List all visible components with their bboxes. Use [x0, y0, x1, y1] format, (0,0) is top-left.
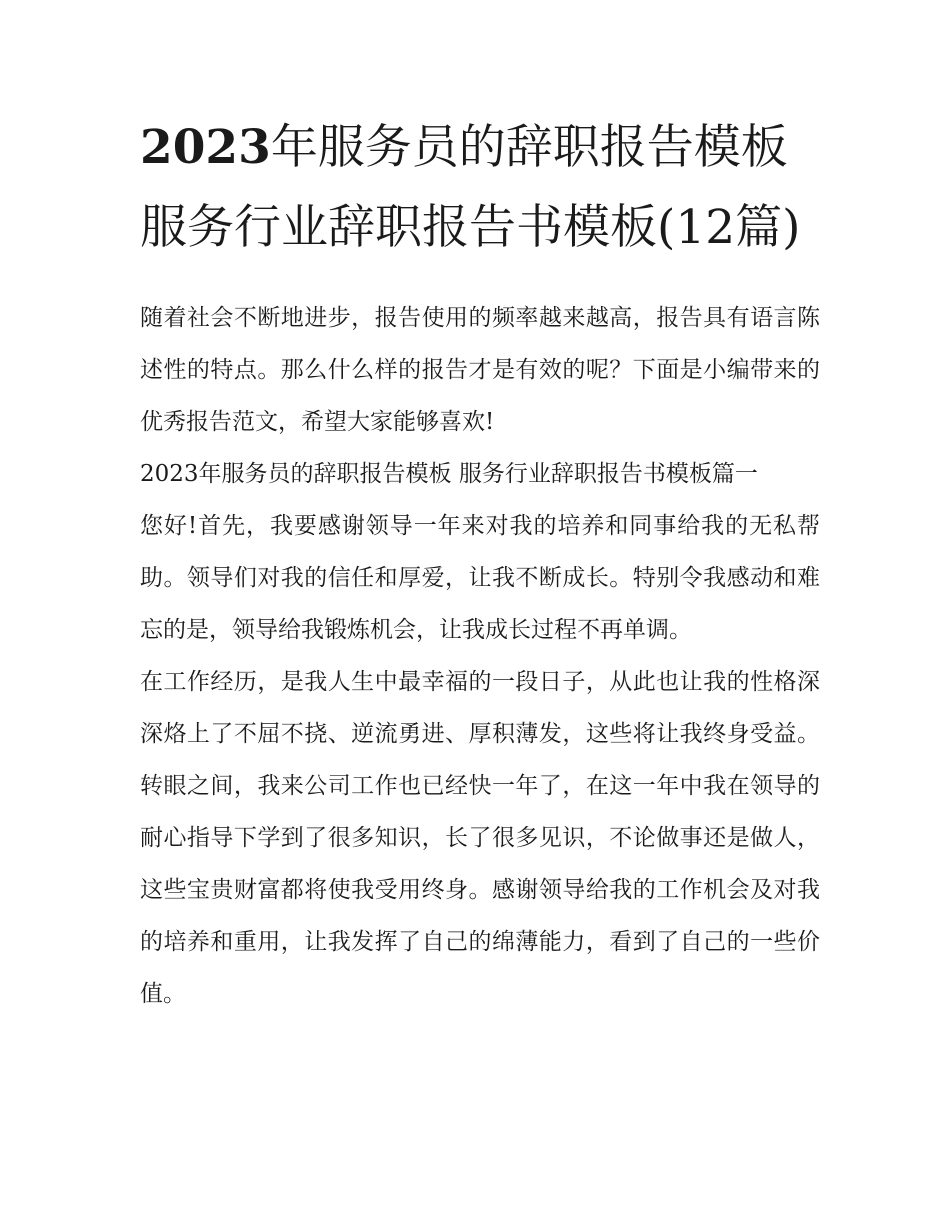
- body-paragraph: 在工作经历，是我人生中最幸福的一段日子，从此也让我的性格深深烙上了不屈不挠、逆流勇进、厚积薄发，这些将让我终身受益。转眼之间，我来公司工作也已经快一年了，在这一年中我在领导的耐心指导下学到了很多知识，长了很多见识，不论做事还是做人，这些宝贵财富都将使我受用终身。感谢领导给我的工作机会及对我的培养和重用，让我发挥了自己的绵薄能力，看到了自己的一些价值。: [140, 669, 820, 1007]
- title-text: 年服务员的辞职报告模板 服务行业辞职报告书模板(12篇): [140, 120, 801, 255]
- document-title: [140, 108, 820, 268]
- section-heading: 2023年服务员的辞职报告模板 服务行业辞职报告书模板篇一: [140, 461, 758, 487]
- body-paragraph: 您好!首先，我要感谢领导一年来对我的培养和同事给我的无私帮助。领导们对我的信任和厚爱，让我不断成长。特别令我感动和难忘的是，领导给我锻炼机会，让我成长过程不再单调。: [140, 513, 820, 643]
- title-year: 2023: [140, 120, 271, 175]
- intro-paragraph: 随着社会不断地进步，报告使用的频率越来越高，报告具有语言陈述性的特点。那么什么样的报告才是有效的呢？下面是小编带来的优秀报告范文，希望大家能够喜欢!: [140, 305, 820, 435]
- document-page: [140, 108, 820, 1020]
